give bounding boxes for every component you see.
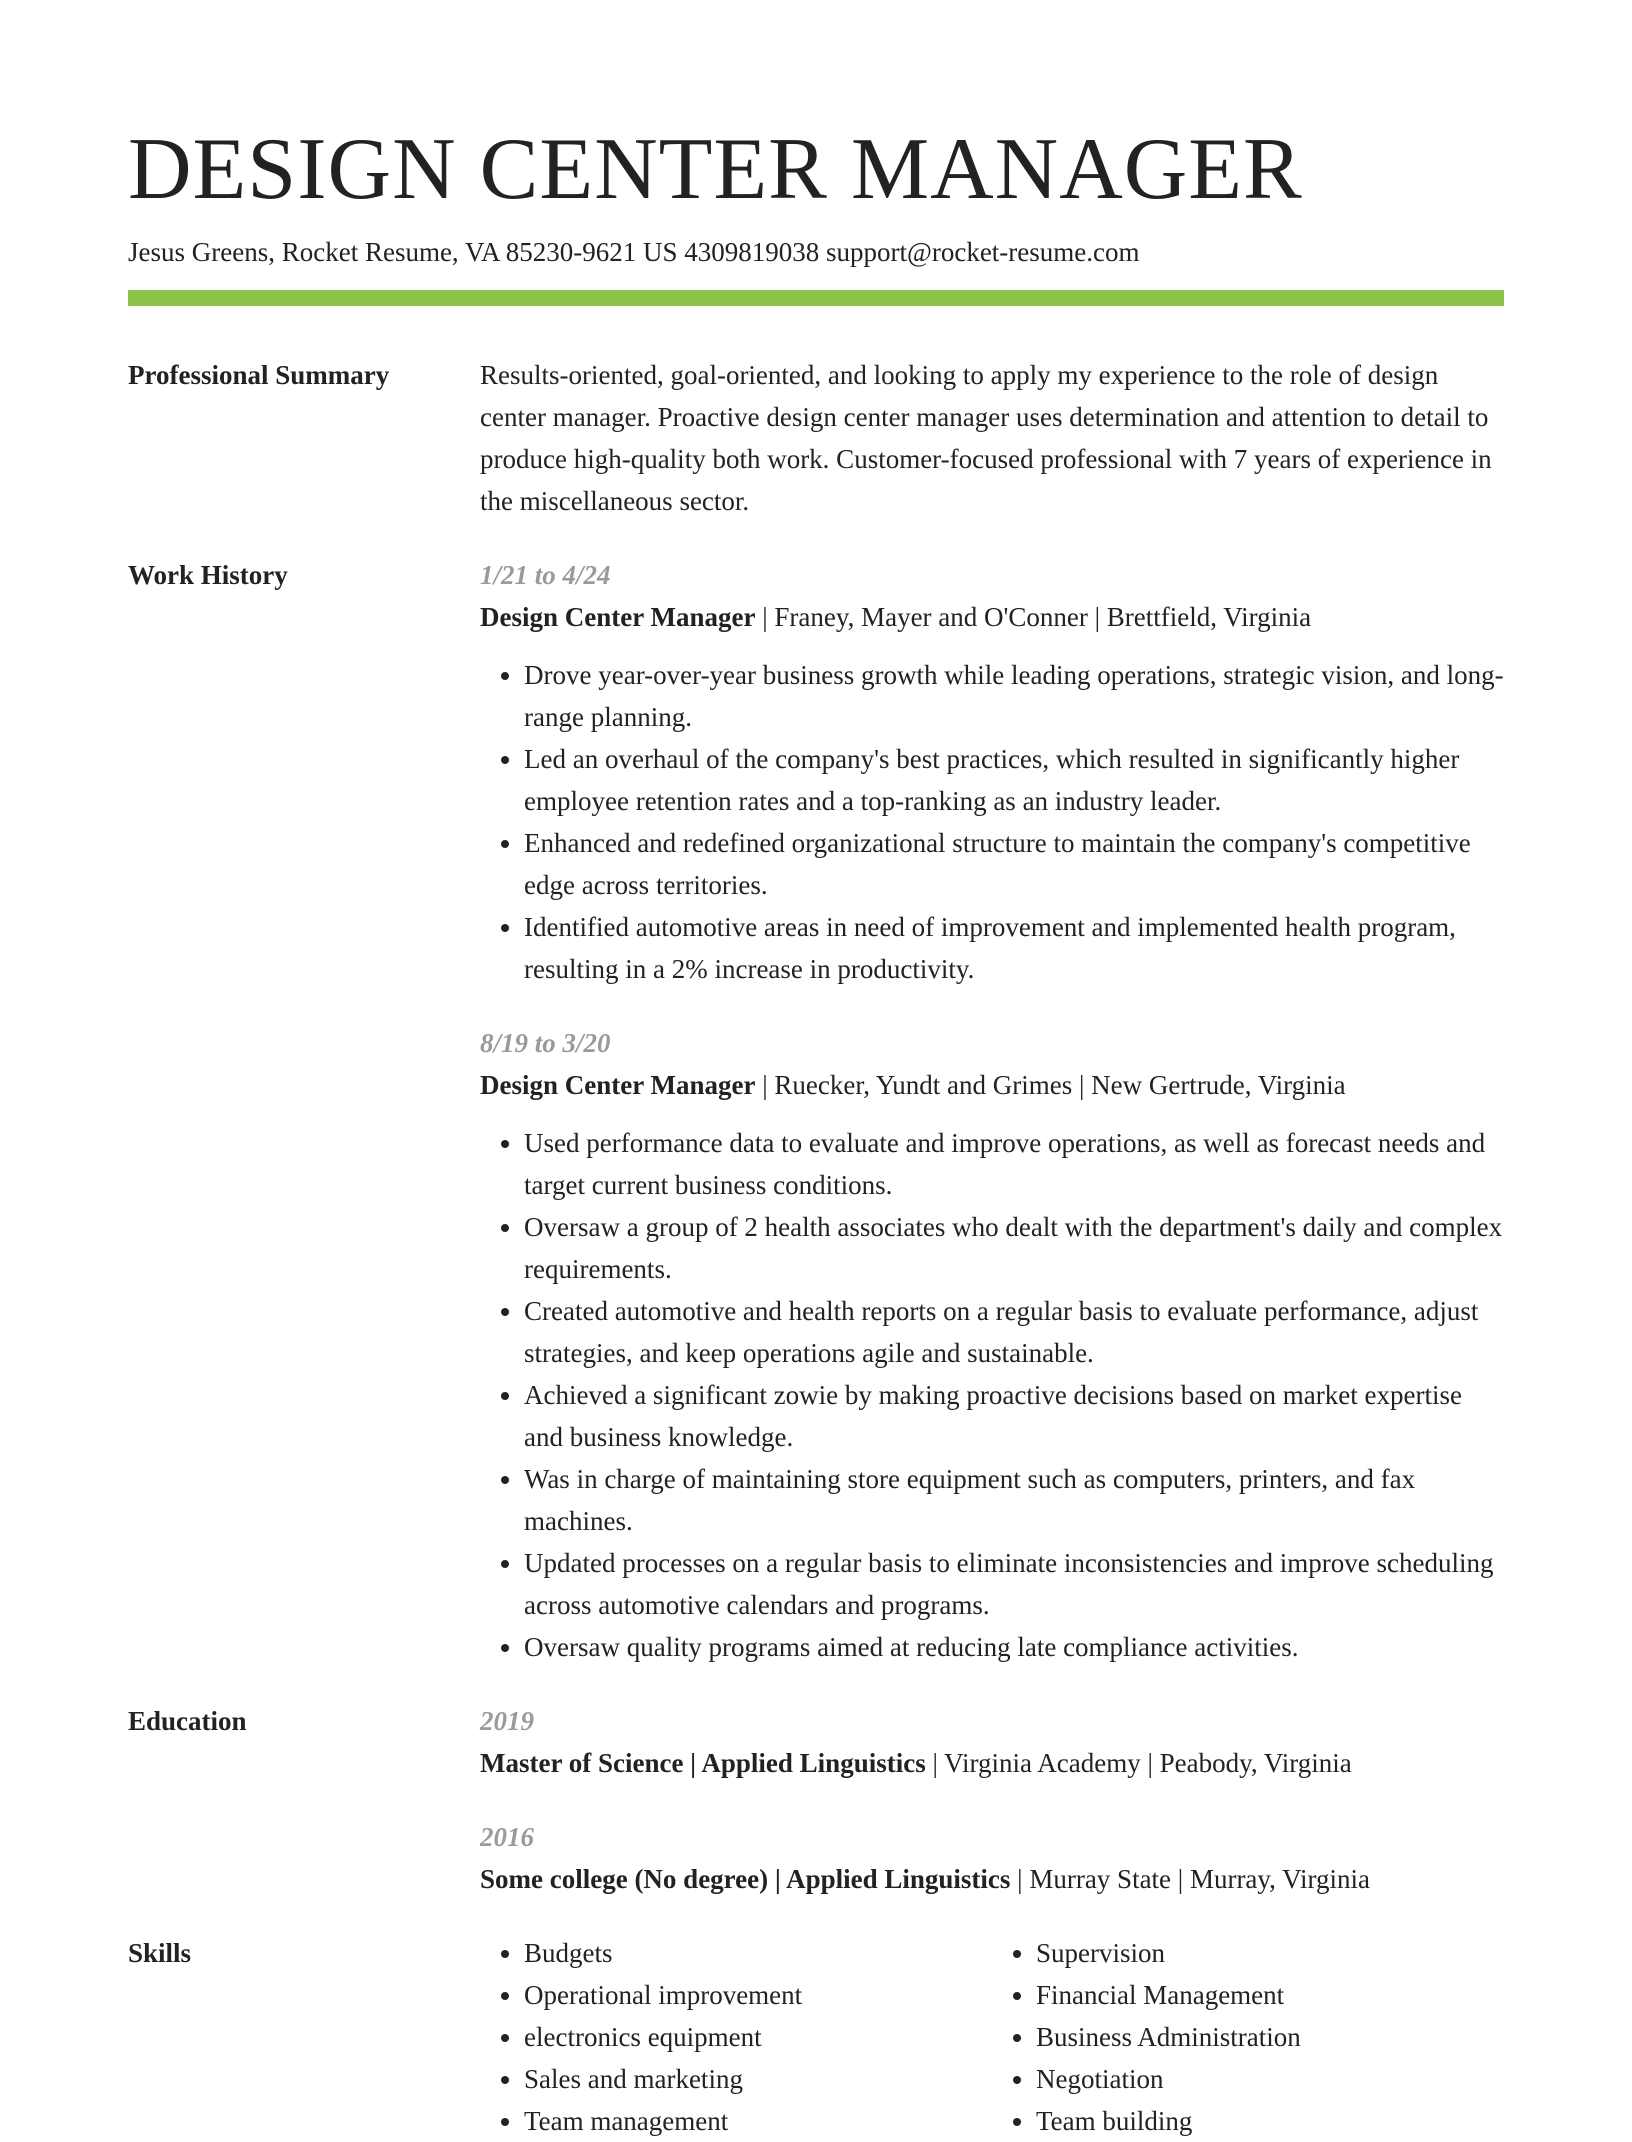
job-bullet: • Identified automotive areas in need of improvement and implemented health program, resulting in a 2% increase in productivity. (524, 906, 1504, 990)
job-title: Design Center Manager (480, 1070, 756, 1100)
job-bullet: • Oversaw a group of 2 health associates who dealt with the department's daily and complex requirements. (524, 1206, 1504, 1290)
job-heading (480, 1064, 1504, 1106)
skills-content (480, 1932, 1504, 2142)
skills-list-left (480, 1932, 992, 2142)
job-bullet: • Created automotive and health reports on a regular basis to evaluate performance, adjust strategies, and keep operations agile and sustainable. (524, 1290, 1504, 1374)
education-content (480, 1700, 1504, 1900)
job-entry (480, 1022, 1504, 1668)
skill-item: • Operational improvement (524, 1974, 992, 2016)
job-bullet: • Oversaw quality programs aimed at reducing late compliance activities. (524, 1626, 1504, 1668)
resume-page (128, 0, 1504, 2142)
skill-item: • electronics equipment (524, 2016, 992, 2058)
education-section (128, 1700, 1504, 1900)
job-bullet: • Enhanced and redefined organizational structure to maintain the company's competitive edge across territories. (524, 822, 1504, 906)
education-heading (480, 1858, 1504, 1900)
resume-title: DESIGN CENTER MANAGER (128, 121, 1303, 218)
skill-item: • Business Administration (1036, 2016, 1504, 2058)
summary-text: Results-oriented, goal-oriented, and looking to apply my experience to the role of design center manager. Proactive design center manager uses determination and attention to detail to produce high-quality both work. Customer-focused professional with 7 years of experience in the miscellaneous sector. (480, 360, 1492, 516)
job-bullet: • Updated processes on a regular basis to eliminate inconsistencies and improve scheduling across automotive calendars and programs. (524, 1542, 1504, 1626)
job-bullet: • Drove year-over-year business growth while leading operations, strategic vision, and long-range planning. (524, 654, 1504, 738)
skill-item: • Financial Management (1036, 1974, 1504, 2016)
job-bullet: • Was in charge of maintaining store equipment such as computers, printers, and fax machines. (524, 1458, 1504, 1542)
education-year: 2016 (480, 1822, 534, 1852)
header-divider (128, 290, 1504, 306)
job-details: | Franey, Mayer and O'Conner | Brettfield, Virginia (755, 602, 1312, 632)
education-details: | Virginia Academy | Peabody, Virginia (925, 1748, 1352, 1778)
section-label-education: Education (128, 1706, 247, 1736)
section-label-skills: Skills (128, 1938, 192, 1968)
job-bullets (480, 1122, 1504, 1668)
job-bullet: • Led an overhaul of the company's best practices, which resulted in significantly higher employee retention rates and a top-ranking as an industry leader. (524, 738, 1504, 822)
education-heading (480, 1742, 1504, 1784)
skill-item: • Team building (1036, 2100, 1504, 2142)
job-bullet: • Used performance data to evaluate and improve operations, as well as forecast needs and target current business conditions. (524, 1122, 1504, 1206)
job-bullet: • Achieved a significant zowie by making proactive decisions based on market expertise and business knowledge. (524, 1374, 1504, 1458)
education-entry (480, 1816, 1504, 1900)
skills-columns (480, 1932, 1504, 2142)
skill-item: • Negotiation (1036, 2058, 1504, 2100)
section-label-summary: Professional Summary (128, 360, 390, 390)
skill-item: • Sales and marketing (524, 2058, 992, 2100)
job-dates: 1/21 to 4/24 (480, 560, 611, 590)
education-degree: Master of Science | Applied Linguistics (480, 1748, 926, 1778)
summary-section (128, 354, 1504, 522)
skill-item: • Supervision (1036, 1932, 1504, 1974)
job-title: Design Center Manager (480, 602, 756, 632)
contact-info: Jesus Greens, Rocket Resume, VA 85230-9621 US 4309819038 support@rocket-resume.com (128, 237, 1140, 267)
job-entry (480, 554, 1504, 990)
job-dates: 8/19 to 3/20 (480, 1028, 611, 1058)
skills-section (128, 1932, 1504, 2142)
education-entry (480, 1700, 1504, 1784)
skill-item: • Budgets (524, 1932, 992, 1974)
work-history-content (480, 554, 1504, 1668)
skills-list-right (992, 1932, 1504, 2142)
education-details: | Murray State | Murray, Virginia (1010, 1864, 1371, 1894)
job-bullets (480, 654, 1504, 990)
section-label-work-history: Work History (128, 560, 288, 590)
work-history-section (128, 554, 1504, 1668)
education-degree: Some college (No degree) | Applied Linguistics (480, 1864, 1011, 1894)
job-details: | Ruecker, Yundt and Grimes | New Gertrude, Virginia (755, 1070, 1346, 1100)
education-year: 2019 (480, 1706, 534, 1736)
job-heading (480, 596, 1504, 638)
skill-item: • Team management (524, 2100, 992, 2142)
